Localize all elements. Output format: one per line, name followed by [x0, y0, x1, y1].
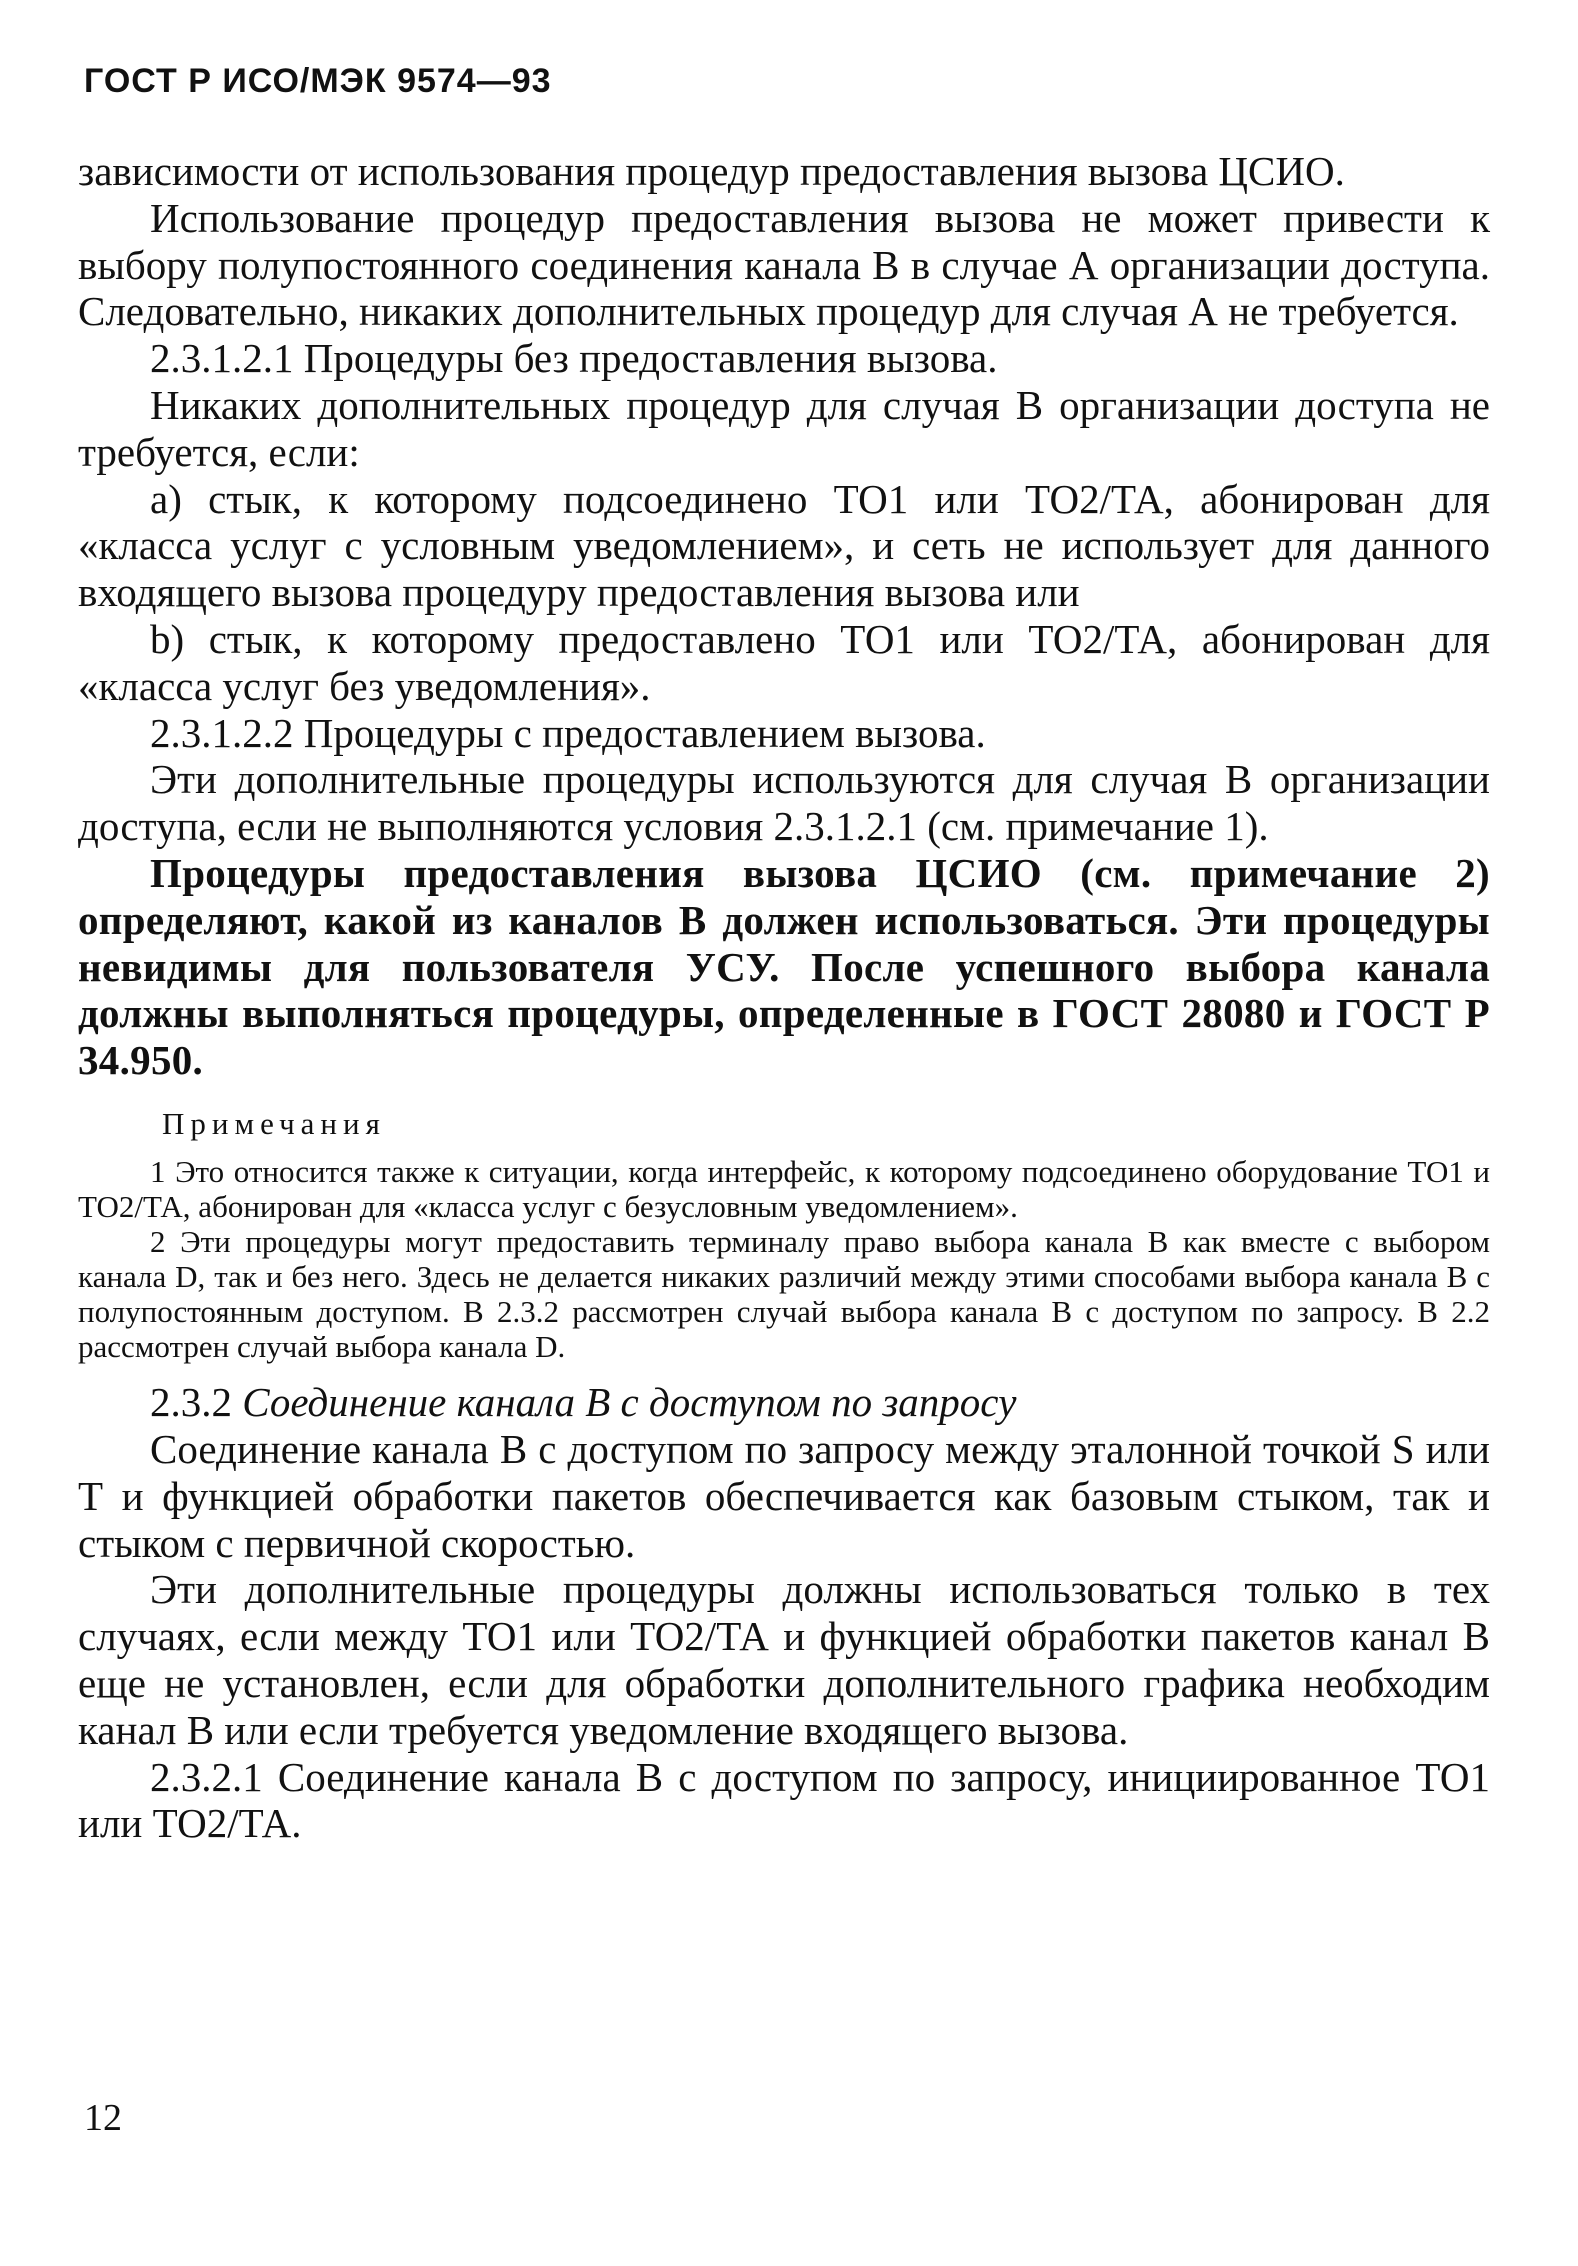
- clause-heading: 2.3.1.2.2 Процедуры с предоставлением вызова.: [150, 709, 986, 756]
- section-number: 2.3.2: [150, 1378, 232, 1425]
- clause-heading: 2.3.2.1 Соединение канала В с доступом по запросу, инициированное ТО1 или ТО2/ТА.: [78, 1753, 1490, 1847]
- page-number: 12: [84, 2097, 122, 2139]
- list-item: b) стык, к которому предоставлено ТО1 или ТО2/ТА, абонирован для «класса услуг без уведомления».: [78, 615, 1490, 709]
- paragraph: зависимости от использования процедур предоставления вызова ЦСИО.: [78, 148, 1345, 194]
- paragraph: Никаких дополнительных процедур для случая В организации доступа не требуется, если:: [78, 381, 1490, 475]
- clause-heading: 2.3.1.2.1 Процедуры без предоставления вызова.: [150, 335, 998, 382]
- paragraph: Эти дополнительные процедуры должны использоваться только в тех случаях, если между ТО1 или ТО2/ТА и функцией обработки пакетов канал В еще не установлен, если для обработки дополнительного графика необходим канал В или если требуется уведомление входящего вызова.: [78, 1566, 1490, 1753]
- paragraph: Процедуры предоставления вызова ЦСИО (см. примечание 2) определяют, какой из каналов В должен использоваться. Эти процедуры невидимы для пользователя УСУ. После успешного выбора канала должны выполняться процедуры, определенные в ГОСТ 28080 и ГОСТ Р 34.950.: [78, 849, 1490, 1084]
- note-item: 2 Эти процедуры могут предоставить терминалу право выбора канала В как вместе с выбором канала D, так и без него. Здесь не делается никаких различий между этими способами выбора канала В с полупостоянным доступом. В 2.3.2 рассмотрен случай выбора канала В с доступом по запросу. В 2.2 рассмотрен случай выбора канала D.: [78, 1223, 1490, 1364]
- section-text: [78, 1426, 1490, 1847]
- paragraph: Использование процедур предоставления вызова не может привести к выбору полупостоянного соединения канала В в случае А организации доступа. Следовательно, никаких дополнительных процедур для случая А не требуется.: [78, 194, 1490, 335]
- notes: [78, 1154, 1490, 1364]
- paragraph: Соединение канала В с доступом по запросу между эталонной точкой S или Т и функцией обработки пакетов обеспечивается как базовым стыком, так и стыком с первичной скоростью.: [78, 1425, 1490, 1566]
- document-header: ГОСТ Р ИСО/МЭК 9574—93: [84, 62, 552, 100]
- note-item: 1 Это относится также к ситуации, когда интерфейс, к которому подсоединено оборудование ТО1 и ТО2/ТА, абонирован для «класса услуг с безусловным уведомлением».: [78, 1153, 1490, 1224]
- main-text: [78, 148, 1490, 1084]
- list-item: а) стык, к которому подсоединено ТО1 или ТО2/ТА, абонирован для «класса услуг с условным уведомлением», и сеть не использует для данного входящего вызова процедуру предоставления вызова или: [78, 475, 1490, 616]
- paragraph: Эти дополнительные процедуры используются для случая В организации доступа, если не выполняются условия 2.3.1.2.1 (см. примечание 1).: [78, 756, 1490, 850]
- section-title: Соединение канала В с доступом по запросу: [242, 1378, 1017, 1425]
- page-content: [78, 148, 1490, 1847]
- section-heading: [78, 1378, 1490, 1426]
- notes-heading: Примечания: [162, 1105, 386, 1141]
